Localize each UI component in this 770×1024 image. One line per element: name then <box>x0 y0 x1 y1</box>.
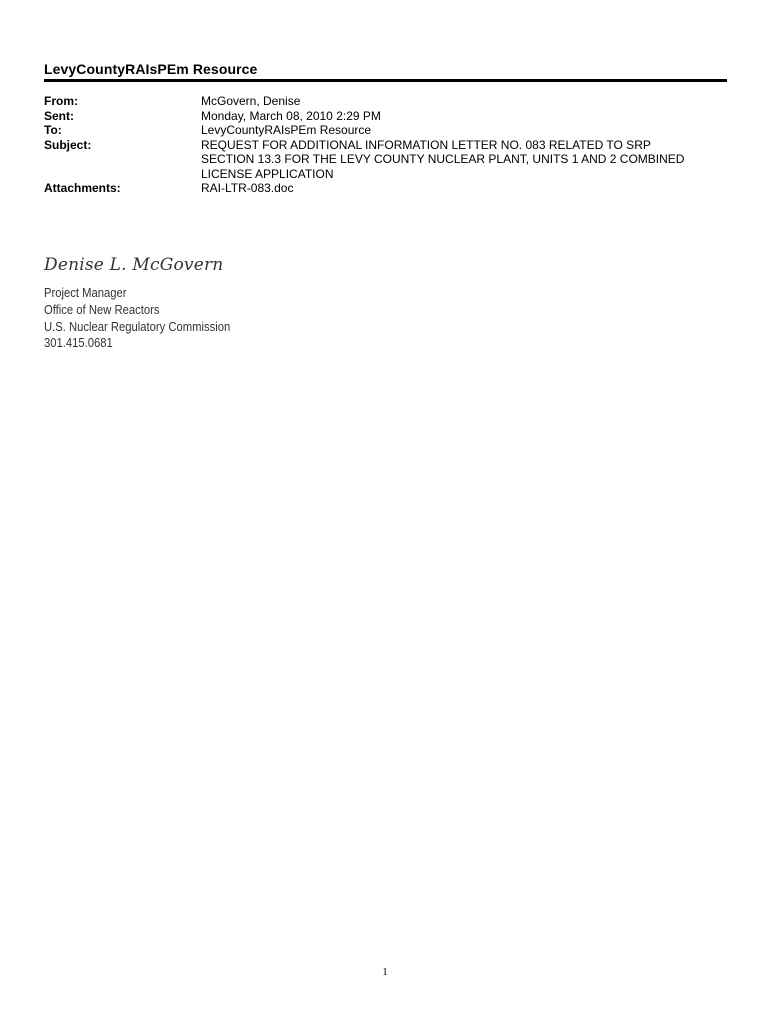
attachments-value[interactable]: RAI-LTR-083.doc <box>201 181 294 195</box>
signature-title: Project Manager <box>44 286 127 300</box>
signature-office: Office of New Reactors <box>44 302 160 317</box>
title-divider <box>44 79 727 82</box>
from-row <box>44 94 727 109</box>
to-label: To: <box>44 123 62 137</box>
attachments-label: Attachments: <box>44 181 121 195</box>
from-value: McGovern, Denise <box>201 94 301 108</box>
to-value: LevyCountyRAIsPEm Resource <box>201 123 372 137</box>
subject-value <box>201 138 727 182</box>
sent-value: Monday, March 08, 2010 2:29 PM <box>201 108 381 123</box>
email-header <box>44 94 727 196</box>
to-row <box>44 123 727 138</box>
subject-row <box>44 138 727 182</box>
document-title: LevyCountyRAIsPEm Resource <box>44 61 258 77</box>
subject-line-2: SECTION 13.3 FOR THE LEVY COUNTY NUCLEAR PLANT, UNITS 1 AND 2 COMBINED <box>201 152 685 166</box>
sent-label: Sent: <box>44 108 74 123</box>
sent-row <box>44 109 727 124</box>
subject-label: Subject: <box>44 137 92 152</box>
signature-block <box>44 285 230 352</box>
signature-phone: 301.415.0681 <box>44 336 113 351</box>
subject-line-3: LICENSE APPLICATION <box>201 166 334 181</box>
subject-line-1: REQUEST FOR ADDITIONAL INFORMATION LETTER NO. 083 RELATED TO SRP <box>201 137 651 152</box>
attachments-row <box>44 181 727 196</box>
page-number: 1 <box>382 966 388 978</box>
from-label: From: <box>44 94 78 108</box>
handwritten-signature: Denise L. McGovern <box>44 255 224 275</box>
signature-agency: U.S. Nuclear Regulatory Commission <box>44 319 231 334</box>
